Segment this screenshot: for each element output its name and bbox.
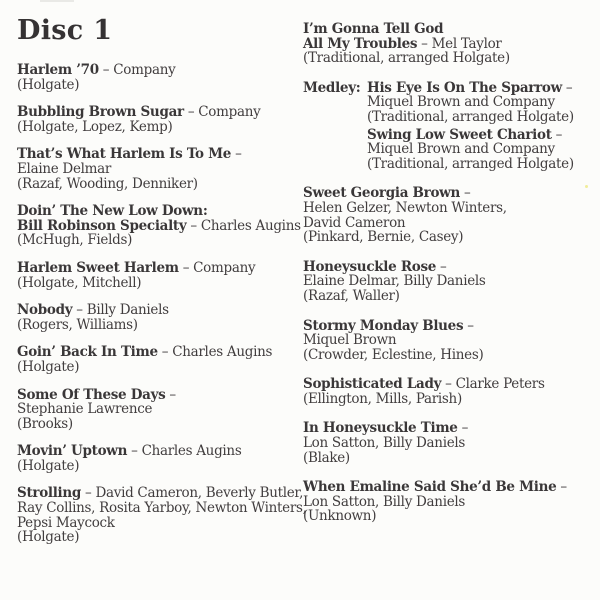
- track-performers: Elaine Delmar, Billy Daniels: [303, 273, 486, 290]
- track-performers: – Charles Augins: [186, 217, 301, 234]
- track-performers: – Company: [98, 62, 176, 78]
- track-credits: (Rogers, Williams): [17, 316, 138, 333]
- track-title-line: [303, 186, 600, 201]
- track-title: In Honeysuckle Time: [303, 420, 458, 437]
- medley-song-his-eye-is-on-the-sparrow: [367, 81, 574, 125]
- track-title: Stormy Monday Blues: [303, 317, 464, 334]
- track-title-line: [303, 480, 600, 495]
- track-credits: (Brooks): [17, 415, 73, 432]
- track-title: That’s What Harlem Is To Me: [17, 146, 232, 163]
- track-entry-strolling: [17, 485, 307, 546]
- track-performers: Lon Satton, Billy Daniels: [303, 435, 466, 452]
- track-title: Bill Robinson Specialty: [17, 217, 187, 234]
- track-entry-thats-what-harlem: [17, 147, 303, 191]
- track-performers: – Company: [183, 104, 261, 121]
- track-credits: (Razaf, Waller): [303, 287, 400, 304]
- track-title: All My Troubles: [303, 35, 418, 52]
- track-credits: (Unknown): [303, 508, 377, 525]
- dash: –: [436, 258, 447, 275]
- track-entry-doin-the-new-low-down: [17, 204, 303, 248]
- track-title-line: [17, 345, 303, 360]
- track-title-line: [303, 260, 600, 275]
- track-entry-harlem-70: [17, 63, 303, 92]
- track-title: His Eye Is On The Sparrow: [367, 79, 562, 96]
- track-credits: (Crowder, Eclestine, Hines): [303, 346, 484, 363]
- track-title: Harlem ’70: [17, 62, 99, 78]
- dash: –: [551, 126, 563, 143]
- track-title: Doin’ The New Low Down:: [17, 203, 208, 220]
- track-title-line: [303, 377, 600, 392]
- track-title-line: [17, 261, 303, 276]
- dash: –: [460, 185, 471, 202]
- track-entry-movin-uptown: [17, 444, 303, 473]
- track-title: When Emaline Said She’d Be Mine: [303, 479, 557, 496]
- track-entry-goin-back-in-time: [17, 345, 303, 374]
- track-performers: – Clarke Peters: [441, 376, 545, 393]
- disc-heading: Disc 1: [17, 15, 113, 46]
- track-credits: (Blake): [303, 449, 350, 466]
- dash: –: [463, 317, 474, 334]
- track-credits: (Ellington, Mills, Parish): [303, 390, 462, 407]
- track-title-line: [17, 147, 303, 162]
- track-credits: (Holgate, Mitchell): [17, 274, 142, 291]
- track-credits: (Holgate): [17, 529, 80, 546]
- track-entry-harlem-sweet-harlem: [17, 261, 303, 290]
- track-title: Honeysuckle Rose: [303, 258, 437, 275]
- track-credits: (Pinkard, Bernie, Casey): [303, 229, 464, 246]
- track-title: Sophisticated Lady: [303, 376, 442, 393]
- track-credits: (Holgate, Lopez, Kemp): [17, 118, 173, 135]
- track-credits: (Holgate): [17, 358, 80, 375]
- track-entry-in-honeysuckle-time: [303, 421, 600, 465]
- track-title-line: [17, 105, 303, 120]
- medley-songs: [367, 81, 574, 172]
- track-entry-honeysuckle-rose: [303, 260, 600, 304]
- dash: –: [457, 420, 469, 437]
- track-performers: Miquel Brown and Company: [367, 94, 555, 111]
- track-performers: Miquel Brown and Company: [367, 141, 555, 158]
- track-entry-im-gonna-tell-god: [303, 22, 600, 66]
- right-column: [303, 22, 600, 539]
- track-credits: (Razaf, Wooding, Denniker): [17, 175, 198, 192]
- track-credits: (Holgate): [17, 457, 80, 474]
- track-entry-bubbling-brown-sugar: [17, 105, 303, 134]
- left-column: [17, 15, 307, 558]
- track-performers-2: Ray Collins, Rosita Yarboy, Newton Winters,: [17, 500, 307, 517]
- track-performers-2: David Cameron: [303, 214, 406, 231]
- track-entry-when-emaline-said: [303, 480, 600, 524]
- track-title: Strolling: [17, 485, 82, 502]
- track-performers: – Mel Taylor: [417, 35, 502, 52]
- track-performers: – David Cameron, Beverly Butler,: [81, 485, 304, 502]
- track-entry-sophisticated-lady: [303, 377, 600, 406]
- track-performers: Lon Satton, Billy Daniels: [303, 493, 466, 510]
- track-credits: (Traditional, arranged Holgate): [367, 108, 574, 125]
- track-credits: (Traditional, arranged Holgate): [303, 50, 510, 67]
- track-title-line: [367, 128, 574, 143]
- track-title: Movin’ Uptown: [17, 443, 128, 460]
- track-performers: – Billy Daniels: [72, 302, 169, 319]
- track-entry-stormy-monday-blues: [303, 319, 600, 363]
- track-performers: Helen Gelzer, Newton Winters,: [303, 199, 507, 216]
- medley-song-swing-low-sweet-chariot: [367, 128, 574, 172]
- track-title-line: [17, 204, 303, 219]
- track-title: Swing Low Sweet Chariot: [367, 126, 552, 143]
- track-title: I’m Gonna Tell God: [303, 21, 444, 37]
- dash: –: [556, 479, 567, 496]
- track-entry-nobody: [17, 303, 303, 332]
- dash: –: [561, 79, 573, 96]
- scan-artifact: [40, 0, 74, 2]
- track-performers: Stephanie Lawrence: [17, 401, 153, 418]
- track-performers: Elaine Delmar: [17, 160, 112, 177]
- track-title-line: [367, 81, 574, 96]
- track-title-line: [17, 303, 303, 318]
- dash: –: [165, 386, 176, 403]
- track-performers-3: Pepsi Maycock: [17, 514, 115, 531]
- track-title-line: [17, 486, 303, 501]
- track-title: Nobody: [17, 302, 73, 319]
- track-title-line-2: [303, 37, 600, 52]
- track-title: Sweet Georgia Brown: [303, 185, 460, 202]
- track-title: Harlem Sweet Harlem: [17, 259, 179, 276]
- track-performers: – Charles Augins: [157, 344, 273, 361]
- track-title-line: [303, 421, 600, 436]
- track-credits: (Holgate): [17, 76, 80, 93]
- track-title-line: [17, 63, 303, 78]
- dash: –: [231, 146, 242, 163]
- track-title: Bubbling Brown Sugar: [17, 104, 184, 121]
- track-performers: – Charles Augins: [127, 443, 242, 460]
- track-entry-some-of-these-days: [17, 388, 303, 432]
- track-title: Some Of These Days: [17, 386, 166, 403]
- track-credits: (McHugh, Fields): [17, 232, 133, 249]
- track-entry-sweet-georgia-brown: [303, 186, 600, 244]
- track-title: Goin’ Back In Time: [17, 344, 158, 361]
- track-title-line: [17, 388, 303, 403]
- track-title-line: [17, 444, 303, 459]
- track-performers: – Company: [178, 259, 256, 276]
- track-title-line-2: [17, 219, 303, 234]
- track-performers: Miquel Brown: [303, 332, 397, 349]
- track-entry-medley: [303, 81, 600, 172]
- track-title-line: [303, 22, 600, 37]
- track-credits: (Traditional, arranged Holgate): [367, 155, 574, 172]
- medley-label: Medley:: [303, 79, 361, 96]
- track-title-line: [303, 319, 600, 334]
